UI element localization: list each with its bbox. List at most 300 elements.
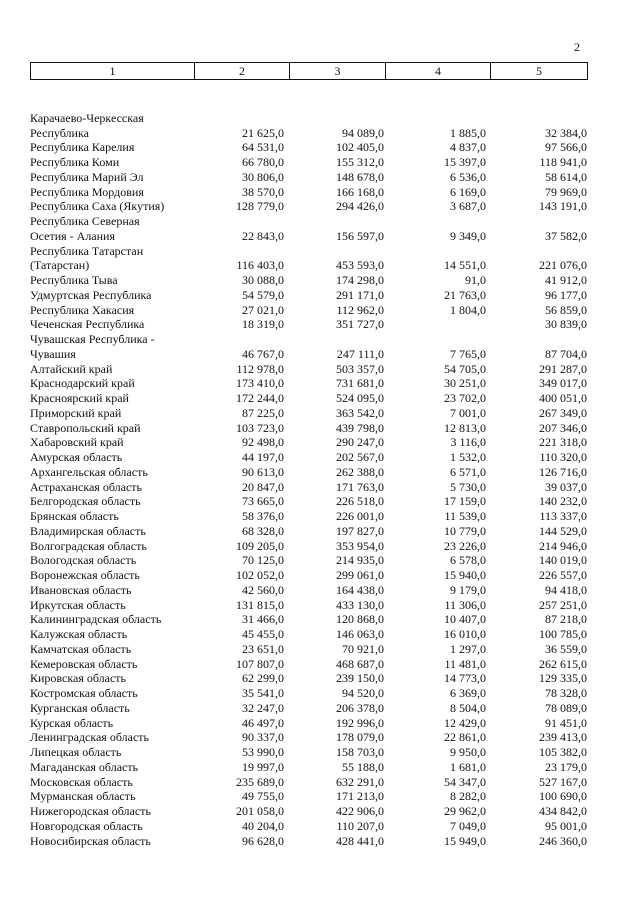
- column-3-value-cell: 503 357,0: [336, 361, 384, 376]
- region-name-cell: Республика Коми: [30, 155, 120, 169]
- column-3-value-cell: 102 405,0: [336, 140, 384, 155]
- table-row: [30, 111, 587, 126]
- column-3-value-cell: 353 954,0: [336, 538, 384, 553]
- region-name-cell: Нижегородская область: [30, 804, 151, 818]
- column-2-value-cell: [216, 111, 284, 126]
- column-5-value-cell: 32 384,0: [545, 125, 587, 140]
- column-4-value-cell: 8 282,0: [450, 789, 486, 804]
- column-3-value-cell: [284, 111, 384, 126]
- column-3-value-cell: 164 438,0: [336, 582, 384, 597]
- column-2-value-cell: 18 319,0: [242, 317, 284, 332]
- column-5-value-cell: 37 582,0: [545, 228, 587, 243]
- table-row: [30, 244, 587, 259]
- column-5-value-cell: 140 019,0: [539, 553, 587, 568]
- region-name-cell: Ленинградская область: [30, 730, 149, 745]
- table-row: [30, 627, 587, 642]
- column-4-value-cell: 10 407,0: [444, 612, 486, 627]
- column-2-value-cell: 173 410,0: [236, 376, 284, 391]
- table-row: [30, 701, 587, 716]
- column-3-value-cell: 247 111,0: [336, 346, 384, 361]
- table-row: [30, 642, 587, 657]
- column-2-value-cell: 112 978,0: [236, 361, 284, 376]
- column-3-value-cell: 171 763,0: [336, 479, 384, 494]
- column-3-value-cell: 632 291,0: [336, 774, 384, 789]
- column-4-value-cell: 17 159,0: [444, 494, 486, 509]
- column-5-value-cell: 349 017,0: [539, 376, 587, 391]
- column-4-value-cell: 9 179,0: [450, 582, 486, 597]
- column-header-5: 5: [491, 63, 588, 80]
- column-3-value-cell: 158 703,0: [336, 745, 384, 759]
- column-2-value-cell: 131 815,0: [236, 597, 284, 612]
- region-name-cell: Республика Мордовия: [30, 184, 144, 199]
- region-name-cell: Мурманская область: [30, 789, 136, 804]
- table-row: [30, 347, 587, 362]
- table-row: [30, 288, 587, 303]
- table-row: [30, 804, 587, 819]
- column-3-value-cell: [284, 244, 384, 259]
- table-row: [30, 199, 587, 214]
- column-5-value-cell: 126 716,0: [539, 464, 587, 479]
- column-3-value-cell: [284, 332, 384, 347]
- column-3-value-cell: 439 798,0: [336, 420, 384, 435]
- region-name-cell: Курская область: [30, 715, 114, 730]
- column-5-value-cell: 56 859,0: [545, 302, 587, 317]
- column-2-value-cell: 30 806,0: [242, 169, 284, 184]
- column-4-value-cell: 7 049,0: [450, 818, 486, 833]
- column-3-value-cell: 112 962,0: [336, 302, 384, 317]
- column-5-value-cell: 144 529,0: [539, 523, 587, 538]
- column-header-row: [31, 63, 588, 80]
- column-2-value-cell: 92 498,0: [242, 435, 284, 450]
- region-name-cell: Ставропольский край: [30, 420, 141, 435]
- table-row: [30, 214, 587, 229]
- column-3-value-cell: 55 188,0: [342, 759, 384, 774]
- region-name-cell: Белгородская область: [30, 494, 141, 509]
- column-5-value-cell: 226 557,0: [539, 568, 587, 582]
- table-row: [30, 583, 587, 598]
- column-4-value-cell: 15 949,0: [444, 833, 486, 848]
- column-4-value-cell: 30 251,0: [444, 376, 486, 391]
- column-3-value-cell: 433 130,0: [336, 597, 384, 612]
- table-row: [30, 657, 587, 672]
- column-2-value-cell: 22 843,0: [242, 228, 284, 243]
- column-5-value-cell: 267 349,0: [539, 405, 587, 420]
- table-row: [30, 568, 587, 583]
- page-number: 2: [574, 40, 580, 54]
- column-3-value-cell: 351 727,0: [336, 317, 384, 332]
- column-5-value-cell: 105 382,0: [539, 745, 587, 759]
- region-name-cell: Кировская область: [30, 671, 127, 686]
- column-2-value-cell: 90 337,0: [242, 730, 284, 745]
- column-4-value-cell: 1 681,0: [450, 759, 486, 774]
- column-4-value-cell: 8 504,0: [450, 700, 486, 715]
- column-3-value-cell: 146 063,0: [336, 627, 384, 641]
- column-2-value-cell: 103 723,0: [236, 420, 284, 435]
- column-3-value-cell: 524 095,0: [336, 391, 384, 405]
- column-4-value-cell: 23 702,0: [444, 391, 486, 405]
- column-3-value-cell: 291 171,0: [336, 287, 384, 302]
- column-4-value-cell: 5 730,0: [450, 479, 486, 494]
- column-header-4: 4: [386, 63, 491, 80]
- column-2-value-cell: [216, 96, 284, 111]
- column-3-value-cell: [284, 214, 384, 229]
- column-4-value-cell: 15 397,0: [444, 155, 486, 169]
- table-row: [30, 391, 587, 406]
- region-name-cell: Брянская область: [30, 509, 119, 523]
- column-2-value-cell: 27 021,0: [242, 302, 284, 317]
- column-3-value-cell: 214 935,0: [336, 553, 384, 568]
- table-row: [30, 745, 587, 760]
- column-5-value-cell: 434 842,0: [539, 804, 587, 818]
- column-2-value-cell: 40 204,0: [242, 818, 284, 833]
- column-5-value-cell: [486, 96, 587, 111]
- column-4-value-cell: 21 763,0: [444, 287, 486, 302]
- region-name-cell: Московская область: [30, 774, 133, 789]
- column-2-value-cell: 128 779,0: [236, 199, 284, 214]
- table-row: [30, 509, 587, 524]
- table-row: [30, 819, 587, 834]
- column-3-value-cell: 110 207,0: [336, 818, 384, 833]
- column-header-2: 2: [195, 63, 290, 80]
- table-row: [30, 155, 587, 170]
- table-row: [30, 273, 587, 288]
- column-4-value-cell: 54 347,0: [444, 774, 486, 789]
- region-name-cell: Вологодская область: [30, 553, 137, 568]
- column-4-value-cell: [384, 332, 486, 347]
- region-name-cell: Новосибирская область: [30, 833, 151, 848]
- column-3-value-cell: 422 906,0: [336, 804, 384, 818]
- column-4-value-cell: 22 861,0: [444, 730, 486, 745]
- table-row: [30, 170, 587, 185]
- column-5-value-cell: 214 946,0: [539, 538, 587, 553]
- table-row: [30, 686, 587, 701]
- column-4-value-cell: 6 578,0: [450, 553, 486, 568]
- column-5-value-cell: 87 218,0: [545, 612, 587, 627]
- region-name-cell: Республика: [30, 125, 89, 140]
- column-4-value-cell: 91,0: [465, 273, 486, 287]
- column-3-value-cell: 156 597,0: [336, 228, 384, 243]
- column-5-value-cell: 23 179,0: [545, 759, 587, 774]
- region-name-cell: Иркутская область: [30, 597, 126, 612]
- column-2-value-cell: 102 052,0: [236, 568, 284, 582]
- column-2-value-cell: 116 403,0: [236, 258, 284, 273]
- column-5-value-cell: 221 076,0: [539, 258, 587, 273]
- column-4-value-cell: 11 306,0: [444, 597, 486, 612]
- region-name-cell: Новгородская область: [30, 818, 143, 833]
- column-5-value-cell: 30 839,0: [545, 317, 587, 332]
- column-2-value-cell: 44 197,0: [242, 450, 284, 464]
- column-5-value-cell: 78 328,0: [545, 686, 587, 700]
- column-2-value-cell: 235 689,0: [236, 774, 284, 789]
- table-row: [30, 450, 587, 465]
- column-4-value-cell: 1 532,0: [450, 450, 486, 464]
- column-3-value-cell: 120 868,0: [336, 612, 384, 627]
- column-3-value-cell: 299 061,0: [336, 568, 384, 582]
- column-5-value-cell: 87 704,0: [545, 346, 587, 361]
- column-header-3: 3: [290, 63, 386, 80]
- column-5-value-cell: 100 785,0: [539, 627, 587, 641]
- region-name-cell: Ивановская область: [30, 582, 132, 597]
- column-3-value-cell: 453 593,0: [336, 258, 384, 273]
- column-5-value-cell: 118 941,0: [539, 155, 587, 169]
- column-2-value-cell: 46 497,0: [242, 715, 284, 730]
- region-name-cell: Краснодарский край: [30, 376, 135, 391]
- region-name-cell: Карачаево-Черкесская: [30, 110, 144, 125]
- table-row: [30, 362, 587, 377]
- region-name-cell: Архангельская область: [30, 464, 148, 479]
- region-name-cell: Красноярский край: [30, 391, 129, 405]
- region-name-cell: Республика Карелия: [30, 140, 135, 155]
- column-5-value-cell: 91 451,0: [545, 715, 587, 730]
- table-row: [30, 789, 587, 804]
- region-name-cell: Курганская область: [30, 700, 130, 715]
- column-3-value-cell: 226 001,0: [336, 509, 384, 523]
- column-2-value-cell: [216, 214, 284, 229]
- region-name-cell: (Татарстан): [30, 258, 90, 273]
- region-name-cell: Магаданская область: [30, 759, 139, 774]
- column-4-value-cell: 3 687,0: [450, 199, 486, 214]
- column-2-value-cell: 73 665,0: [242, 494, 284, 509]
- table-row: [30, 303, 587, 318]
- column-4-value-cell: 6 536,0: [450, 169, 486, 184]
- column-2-value-cell: 42 560,0: [242, 582, 284, 597]
- column-2-value-cell: 19 997,0: [242, 759, 284, 774]
- column-2-value-cell: 31 466,0: [242, 612, 284, 627]
- table-row: [30, 465, 587, 480]
- region-name-cell: Хабаровский край: [30, 435, 124, 450]
- column-5-value-cell: 110 320,0: [539, 450, 587, 464]
- region-name-cell: Калининградская область: [30, 612, 162, 627]
- column-5-value-cell: [486, 214, 587, 229]
- region-data-body: [30, 96, 587, 848]
- table-row: [30, 406, 587, 421]
- column-5-value-cell: [486, 244, 587, 259]
- table-row: [30, 775, 587, 790]
- table-row: [30, 126, 587, 141]
- region-name-cell: Республика Марий Эл: [30, 169, 144, 184]
- column-5-value-cell: 239 413,0: [539, 730, 587, 745]
- region-name-cell: [30, 96, 216, 111]
- column-3-value-cell: 262 388,0: [336, 464, 384, 479]
- region-name-cell: Чеченская Республика: [30, 317, 145, 332]
- column-4-value-cell: 6 169,0: [450, 184, 486, 199]
- column-3-value-cell: 206 378,0: [336, 700, 384, 715]
- column-4-value-cell: [384, 244, 486, 259]
- column-2-value-cell: 172 244,0: [236, 391, 284, 405]
- column-5-value-cell: 140 232,0: [539, 494, 587, 509]
- table-row: [30, 480, 587, 495]
- column-2-value-cell: 35 541,0: [242, 686, 284, 700]
- table-row: [30, 612, 587, 627]
- column-4-value-cell: 3 116,0: [450, 435, 486, 450]
- region-data-table: [30, 96, 587, 848]
- column-5-value-cell: 262 615,0: [539, 656, 587, 671]
- column-5-value-cell: 39 037,0: [545, 479, 587, 494]
- column-4-value-cell: 12 813,0: [444, 420, 486, 435]
- column-2-value-cell: [216, 332, 284, 347]
- column-4-value-cell: [384, 111, 486, 126]
- table-row: [30, 834, 587, 849]
- region-name-cell: Республика Хакасия: [30, 302, 135, 317]
- table-row: [30, 539, 587, 554]
- table-row: [30, 332, 587, 347]
- region-name-cell: Республика Тыва: [30, 273, 118, 287]
- column-3-value-cell: 192 996,0: [336, 715, 384, 730]
- region-name-cell: Астраханская область: [30, 479, 142, 494]
- column-2-value-cell: 23 651,0: [242, 641, 284, 656]
- column-5-value-cell: 95 001,0: [545, 818, 587, 833]
- column-4-value-cell: 54 705,0: [444, 361, 486, 376]
- table-row: [30, 140, 587, 155]
- column-3-value-cell: 171 213,0: [336, 789, 384, 804]
- table-row: [30, 376, 587, 391]
- column-5-value-cell: 400 051,0: [539, 391, 587, 405]
- column-5-value-cell: 246 360,0: [539, 833, 587, 848]
- column-5-value-cell: 221 318,0: [539, 435, 587, 450]
- region-name-cell: Республика Северная: [30, 214, 140, 228]
- column-3-value-cell: 197 827,0: [336, 523, 384, 538]
- region-name-cell: Удмуртская Республика: [30, 287, 152, 302]
- column-2-value-cell: 49 755,0: [242, 789, 284, 804]
- column-4-value-cell: 14 773,0: [444, 671, 486, 686]
- table-row: [30, 524, 587, 539]
- table-row: [30, 317, 587, 332]
- column-5-value-cell: 100 690,0: [539, 789, 587, 804]
- column-3-value-cell: 202 567,0: [336, 450, 384, 464]
- column-header-table: [30, 62, 588, 80]
- column-3-value-cell: 94 089,0: [342, 125, 384, 140]
- column-3-value-cell: 155 312,0: [336, 155, 384, 169]
- column-header-1: 1: [31, 63, 195, 80]
- column-5-value-cell: 36 559,0: [545, 641, 587, 656]
- table-row: [30, 435, 587, 450]
- table-row: [30, 494, 587, 509]
- column-5-value-cell: 291 287,0: [539, 361, 587, 376]
- column-5-value-cell: 96 177,0: [545, 287, 587, 302]
- column-4-value-cell: 29 962,0: [444, 804, 486, 818]
- column-4-value-cell: 14 551,0: [444, 258, 486, 273]
- column-4-value-cell: 10 779,0: [444, 523, 486, 538]
- column-5-value-cell: [486, 332, 587, 347]
- column-5-value-cell: 257 251,0: [539, 597, 587, 612]
- column-4-value-cell: [384, 317, 486, 332]
- table-row: [30, 96, 587, 111]
- region-name-cell: Камчатская область: [30, 641, 132, 656]
- column-2-value-cell: 107 807,0: [236, 656, 284, 671]
- column-4-value-cell: 1 885,0: [450, 125, 486, 140]
- region-name-cell: Воронежская область: [30, 568, 140, 582]
- column-5-value-cell: 129 335,0: [539, 671, 587, 686]
- column-4-value-cell: 9 950,0: [450, 745, 486, 759]
- column-5-value-cell: 207 346,0: [539, 420, 587, 435]
- column-5-value-cell: 113 337,0: [539, 509, 587, 523]
- column-2-value-cell: 96 628,0: [242, 833, 284, 848]
- column-2-value-cell: 20 847,0: [242, 479, 284, 494]
- column-5-value-cell: 79 969,0: [545, 184, 587, 199]
- column-4-value-cell: 9 349,0: [450, 228, 486, 243]
- region-name-cell: Калужская область: [30, 627, 128, 641]
- column-2-value-cell: 32 247,0: [242, 700, 284, 715]
- column-3-value-cell: 428 441,0: [336, 833, 384, 848]
- column-3-value-cell: 363 542,0: [336, 405, 384, 420]
- column-2-value-cell: 54 579,0: [242, 287, 284, 302]
- column-4-value-cell: 11 539,0: [444, 509, 486, 523]
- region-name-cell: Костромская область: [30, 686, 138, 700]
- column-3-value-cell: 166 168,0: [336, 184, 384, 199]
- table-row: [30, 760, 587, 775]
- column-4-value-cell: 4 837,0: [450, 140, 486, 155]
- column-4-value-cell: 12 429,0: [444, 715, 486, 730]
- table-row: [30, 258, 587, 273]
- column-2-value-cell: 90 613,0: [242, 464, 284, 479]
- column-3-value-cell: 178 079,0: [336, 730, 384, 745]
- column-3-value-cell: [284, 96, 384, 111]
- column-3-value-cell: 226 518,0: [336, 494, 384, 509]
- column-3-value-cell: 731 681,0: [336, 376, 384, 391]
- table-row: [30, 229, 587, 244]
- column-3-value-cell: 294 426,0: [336, 199, 384, 214]
- table-row: [30, 730, 587, 745]
- column-4-value-cell: 23 226,0: [444, 538, 486, 553]
- column-4-value-cell: [384, 96, 486, 111]
- column-5-value-cell: 97 566,0: [545, 140, 587, 155]
- column-2-value-cell: 70 125,0: [242, 553, 284, 568]
- region-name-cell: Владимирская область: [30, 523, 146, 538]
- column-4-value-cell: [384, 214, 486, 229]
- column-3-value-cell: 148 678,0: [336, 169, 384, 184]
- column-4-value-cell: 11 481,0: [444, 656, 486, 671]
- region-name-cell: Кемеровская область: [30, 656, 138, 671]
- column-3-value-cell: 70 921,0: [342, 641, 384, 656]
- column-2-value-cell: 62 299,0: [242, 671, 284, 686]
- column-2-value-cell: 68 328,0: [242, 523, 284, 538]
- table-row: [30, 598, 587, 613]
- column-4-value-cell: 16 010,0: [444, 627, 486, 641]
- column-2-value-cell: [216, 244, 284, 259]
- column-2-value-cell: 64 531,0: [242, 140, 284, 155]
- region-name-cell: Липецкая область: [30, 745, 122, 759]
- column-2-value-cell: 58 376,0: [242, 509, 284, 523]
- table-row: [30, 716, 587, 731]
- region-name-cell: Чувашия: [30, 346, 76, 361]
- column-5-value-cell: 78 089,0: [545, 700, 587, 715]
- column-3-value-cell: 94 520,0: [342, 686, 384, 700]
- column-2-value-cell: 46 767,0: [242, 346, 284, 361]
- column-4-value-cell: 15 940,0: [444, 568, 486, 582]
- column-2-value-cell: 109 205,0: [236, 538, 284, 553]
- region-name-cell: Республика Татарстан: [30, 243, 144, 258]
- table-row: [30, 671, 587, 686]
- column-5-value-cell: 143 191,0: [539, 199, 587, 214]
- column-3-value-cell: 174 298,0: [336, 273, 384, 287]
- column-3-value-cell: 290 247,0: [336, 435, 384, 450]
- column-4-value-cell: 6 571,0: [450, 464, 486, 479]
- region-name-cell: Амурская область: [30, 450, 123, 464]
- column-2-value-cell: 201 058,0: [236, 804, 284, 818]
- table-row: [30, 185, 587, 200]
- column-2-value-cell: 38 570,0: [242, 184, 284, 199]
- column-2-value-cell: 21 625,0: [242, 125, 284, 140]
- region-name-cell: Волгоградская область: [30, 538, 147, 553]
- column-4-value-cell: 1 804,0: [450, 302, 486, 317]
- column-2-value-cell: 87 225,0: [242, 405, 284, 420]
- column-2-value-cell: 66 780,0: [242, 155, 284, 169]
- table-row: [30, 553, 587, 568]
- column-4-value-cell: 7 001,0: [450, 405, 486, 420]
- region-name-cell: Алтайский край: [30, 361, 113, 376]
- region-name-cell: Осетия - Алания: [30, 228, 115, 243]
- column-2-value-cell: 30 088,0: [242, 273, 284, 287]
